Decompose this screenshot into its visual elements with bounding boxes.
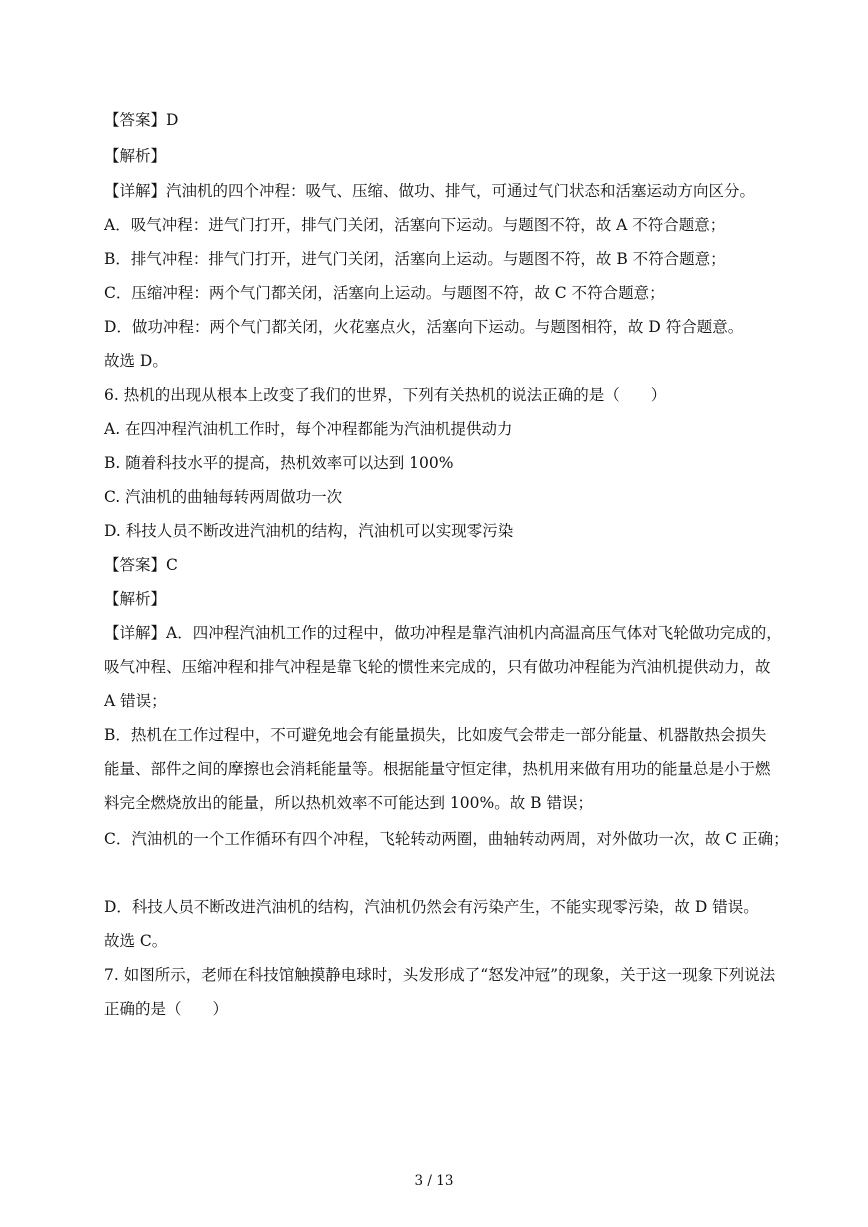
question-stem-line2-q7: 正确的是（ ）	[104, 1000, 229, 1018]
detail-option-c-q5: C．压缩冲程：两个气门都关闭，活塞向上运动。与题图不符，故 C 不符合题意；	[104, 284, 665, 302]
detail-option-a-q5: A．吸气冲程：进气门打开，排气门关闭，活塞向下运动。与题图不符，故 A 不符合题意；	[104, 216, 726, 234]
analysis-label-q5: 【解析】	[104, 147, 167, 165]
detail-option-d-q5: D．做功冲程：两个气门都关闭，火花塞点火，活塞向下运动。与题图相符，故 D 符合题意。	[104, 318, 744, 336]
detail-a-line2-q6: 吸气冲程、压缩冲程和排气冲程是靠飞轮的惯性来完成的，只有做功冲程能为汽油机提供动力，故	[104, 658, 771, 676]
detail-intro-q5: 【详解】汽油机的四个冲程：吸气、压缩、做功、排气，可通过气门状态和活塞运动方向区分。	[104, 182, 756, 200]
conclusion-q5: 故选 D。	[104, 352, 168, 370]
detail-c-q6: C．汽油机的一个工作循环有四个冲程，飞轮转动两圈，曲轴转动两周，对外做功一次，故 C 正确；	[104, 830, 789, 848]
question-option-a-q6: A. 在四冲程汽油机工作时，每个冲程都能为汽油机提供动力	[104, 420, 513, 438]
detail-b-line2-q6: 能量、部件之间的摩擦也会消耗能量等。根据能量守恒定律，热机用来做有用功的能量总是小于燃	[104, 760, 771, 778]
detail-b-line3-q6: 料完全燃烧放出的能量，所以热机效率不可能达到 100%。故 B 错误；	[104, 794, 593, 812]
question-option-b-q6: B. 随着科技水平的提高，热机效率可以达到 100%	[104, 454, 454, 472]
question-option-d-q6: D. 科技人员不断改进汽油机的结构，汽油机可以实现零污染	[104, 522, 514, 540]
question-option-c-q6: C. 汽油机的曲轴每转两周做功一次	[104, 488, 343, 506]
page-number: 3 / 13	[414, 1173, 454, 1189]
detail-d-q6: D．科技人员不断改进汽油机的结构，汽油机仍然会有污染产生，不能实现零污染，故 D 错误。	[104, 898, 759, 916]
conclusion-q6: 故选 C。	[104, 932, 168, 950]
question-stem-line1-q7: 7. 如图所示，老师在科技馆触摸静电球时，头发形成了“怒发冲冠”的现象，关于这一现象下列说法	[104, 966, 776, 984]
answer-label-q5: 【答案】D	[104, 111, 179, 129]
analysis-label-q6: 【解析】	[104, 590, 167, 608]
detail-a-line3-q6: A 错误；	[104, 692, 167, 710]
question-stem-q6: 6. 热机的出现从根本上改变了我们的世界，下列有关热机的说法正确的是（ ）	[104, 386, 667, 404]
answer-label-q6: 【答案】C	[104, 556, 178, 574]
detail-b-line1-q6: B．热机在工作过程中，不可避免地会有能量损失，比如废气会带走一部分能量、机器散热会损失	[104, 726, 767, 744]
detail-a-line1-q6: 【详解】A．四冲程汽油机工作的过程中，做功冲程是靠汽油机内高温高压气体对飞轮做功完成的，	[104, 624, 782, 642]
detail-option-b-q5: B．排气冲程：排气门打开，进气门关闭，活塞向上运动。与题图不符，故 B 不符合题意；	[104, 250, 726, 268]
